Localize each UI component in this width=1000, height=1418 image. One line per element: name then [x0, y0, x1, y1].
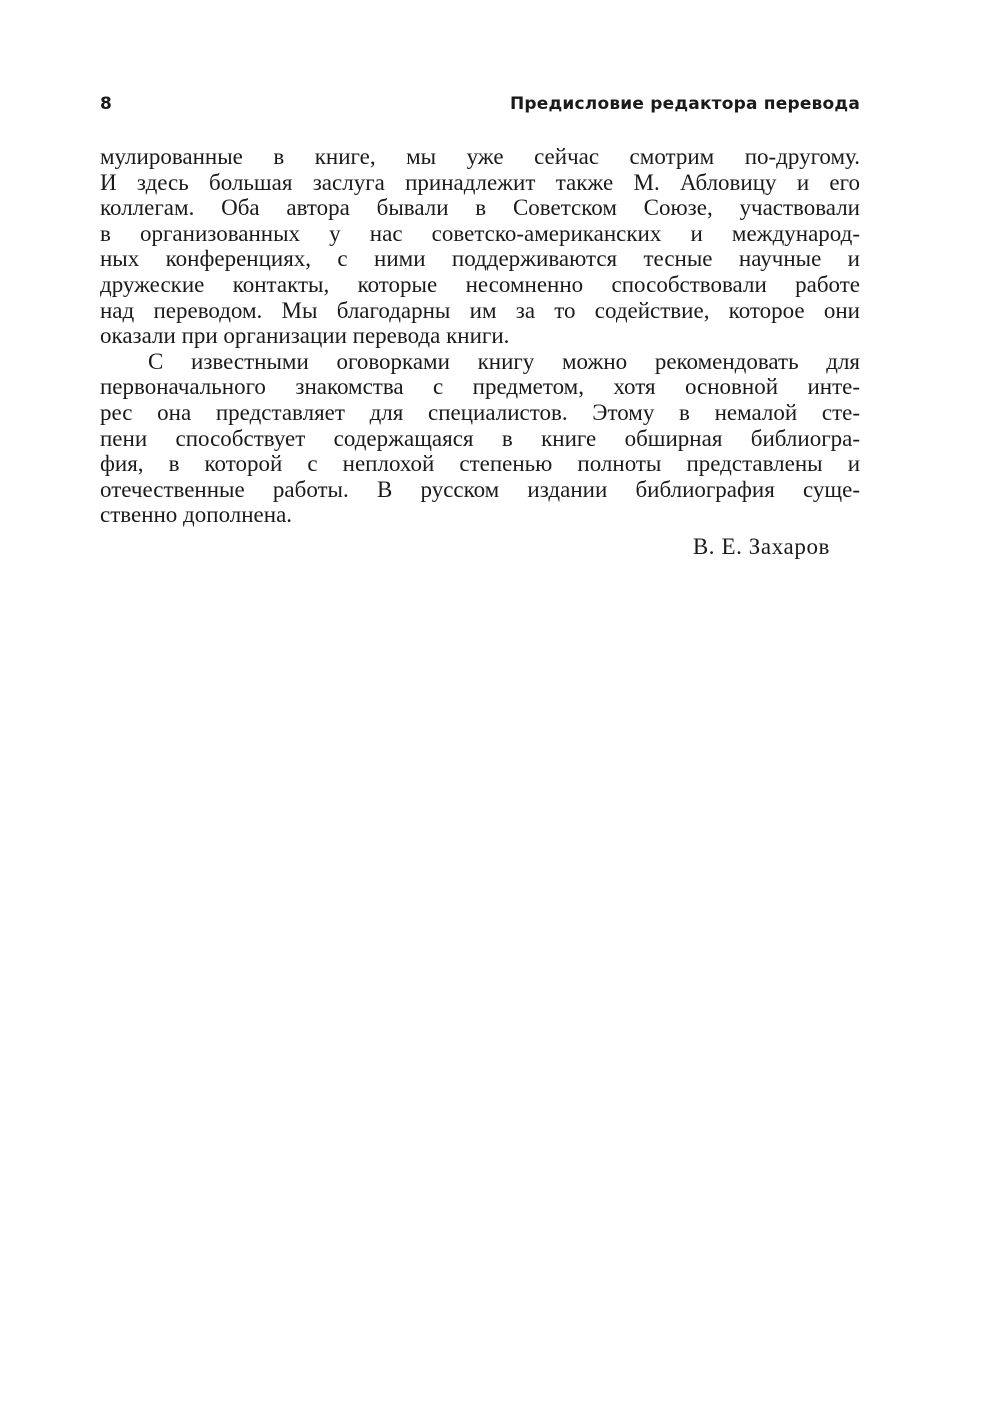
text-line: дружеские контакты, которые несомненно способствовали работе	[100, 271, 860, 297]
text-line: фия, в которой с неплохой степенью полноты представлены и	[100, 451, 860, 477]
paragraph-1	[100, 144, 860, 349]
paragraph-2	[100, 349, 860, 528]
text-line: рес она представляет для специалистов. Этому в немалой сте-	[100, 399, 860, 425]
text-line: в организованных у нас советско-американских и международ-	[100, 220, 860, 246]
text-line: мулированные в книге, мы уже сейчас смотрим по-другому.	[100, 144, 860, 169]
running-head-title: Предисловие редактора перевода	[509, 94, 860, 114]
text-line: первоначального знакомства с предметом, хотя основной инте-	[100, 374, 860, 400]
page-number: 8	[100, 94, 113, 114]
text-line: С известными оговорками книгу можно рекомендовать для	[148, 348, 860, 374]
text-line: ных конференциях, с ними поддерживаются тесные научные и	[100, 246, 860, 272]
text-line: ственно дополнена.	[100, 502, 293, 528]
text-line: пени способствует содержащаяся в книге обширная библиогра-	[100, 425, 860, 451]
page	[100, 88, 860, 560]
text-line: И здесь большая заслуга принадлежит также М. Абловицу и его	[100, 169, 860, 195]
running-head	[100, 88, 860, 122]
text-line: оказали при организации перевода книги.	[100, 323, 510, 349]
text-line: отечественные работы. В русском издании библиография суще-	[100, 476, 860, 502]
text-line: коллегам. Оба автора бывали в Советском Союзе, участвовали	[100, 195, 860, 221]
author-signature: В. Е. Захаров	[692, 533, 830, 559]
body-text	[100, 144, 860, 528]
text-line: над переводом. Мы благодарны им за то содействие, которое они	[100, 297, 860, 323]
